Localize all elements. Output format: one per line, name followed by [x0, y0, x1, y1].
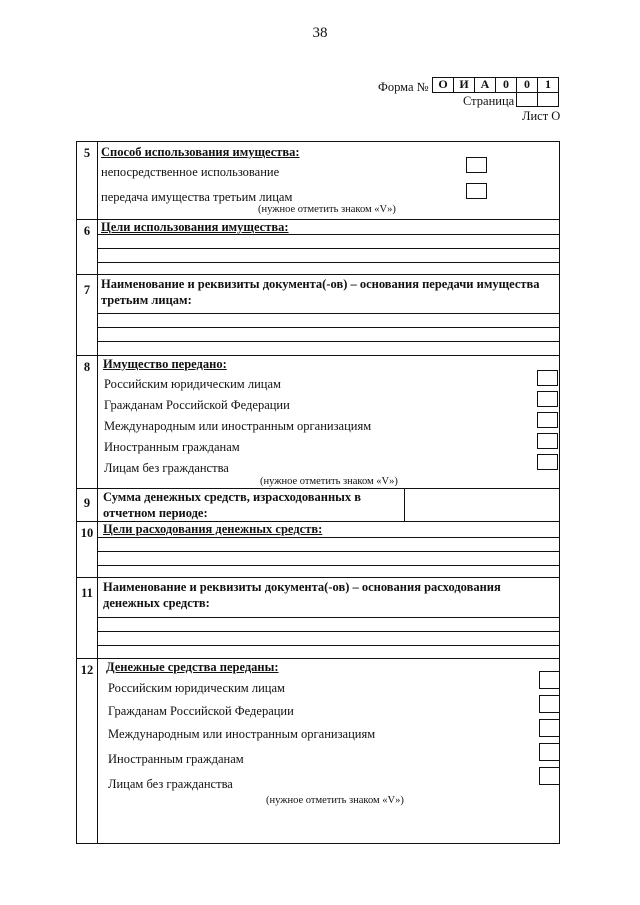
section-8-checkbox[interactable]	[537, 433, 558, 449]
section-8-note: (нужное отметить знаком «V»)	[260, 476, 398, 487]
sheet-label: Лист О	[522, 109, 561, 123]
section-12-option: Лицам без гражданства	[108, 777, 233, 791]
form-code-cell: А	[474, 77, 496, 93]
section-8-option: Иностранным гражданам	[104, 440, 240, 454]
section-5-option: передача имущества третьим лицам	[101, 190, 293, 204]
section-9-title: отчетном периоде:	[103, 506, 208, 520]
section-9-title: Сумма денежных средств, израсходованных в	[103, 490, 362, 504]
section-6-number: 6	[83, 224, 91, 238]
section-9-amount-field[interactable]	[405, 489, 559, 520]
form-code-cell: 0	[516, 77, 538, 93]
section-7-number: 7	[83, 283, 91, 297]
form-code-cell: О	[432, 77, 454, 93]
page-number: 38	[312, 25, 328, 41]
section-12-option: Гражданам Российской Федерации	[108, 704, 294, 718]
section-8-number: 8	[83, 360, 91, 374]
section-5-number: 5	[83, 146, 91, 160]
section-7-title: третьим лицам:	[101, 293, 192, 307]
section-12-option: Иностранным гражданам	[108, 752, 244, 766]
section-9-number: 9	[83, 496, 91, 510]
section-8-checkbox[interactable]	[537, 370, 558, 386]
form-code-cell: 1	[537, 77, 559, 93]
section-10-title: Цели расходования денежных средств:	[103, 522, 323, 536]
section-5-checkbox[interactable]	[466, 157, 487, 173]
form-label: Форма №	[378, 80, 429, 94]
section-8-checkbox[interactable]	[537, 412, 558, 428]
page-cell	[516, 92, 538, 107]
section-11-title: денежных средств:	[103, 596, 210, 610]
section-12-checkbox[interactable]	[539, 695, 560, 713]
section-11-title: Наименование и реквизиты документа(-ов) – основания расходования	[103, 580, 501, 594]
section-10-number: 10	[80, 526, 94, 540]
section-11-number: 11	[81, 586, 93, 600]
page-label: Страница	[463, 94, 515, 108]
section-8-title: Имущество передано:	[103, 357, 227, 371]
section-8-checkbox[interactable]	[537, 391, 558, 407]
section-5-option: непосредственное использование	[101, 165, 280, 179]
section-12-checkbox[interactable]	[539, 671, 560, 689]
section-8-checkbox[interactable]	[537, 454, 558, 470]
section-12-number: 12	[80, 663, 94, 677]
section-8-option: Лицам без гражданства	[104, 461, 229, 475]
section-8-option: Гражданам Российской Федерации	[104, 398, 290, 412]
section-7-title: Наименование и реквизиты документа(-ов) – основания передачи имущества	[101, 277, 540, 291]
section-12-title: Денежные средства переданы:	[106, 660, 279, 674]
section-12-checkbox[interactable]	[539, 719, 560, 737]
section-12-checkbox[interactable]	[539, 743, 560, 761]
section-12-note: (нужное отметить знаком «V»)	[266, 795, 404, 806]
section-8-option: Международным или иностранным организациям	[104, 419, 372, 433]
section-12-option: Российским юридическим лицам	[108, 681, 285, 695]
section-12-checkbox[interactable]	[539, 767, 560, 785]
section-12-option: Международным или иностранным организациям	[108, 727, 376, 741]
section-5-title: Способ использования имущества:	[101, 145, 300, 159]
section-6-title: Цели использования имущества:	[101, 220, 289, 234]
form-code-cell: И	[453, 77, 475, 93]
section-8-option: Российским юридическим лицам	[104, 377, 281, 391]
section-5-note: (нужное отметить знаком «V»)	[258, 204, 396, 215]
section-5-checkbox[interactable]	[466, 183, 487, 199]
page-cell	[537, 92, 559, 107]
form-code-cell: 0	[495, 77, 517, 93]
